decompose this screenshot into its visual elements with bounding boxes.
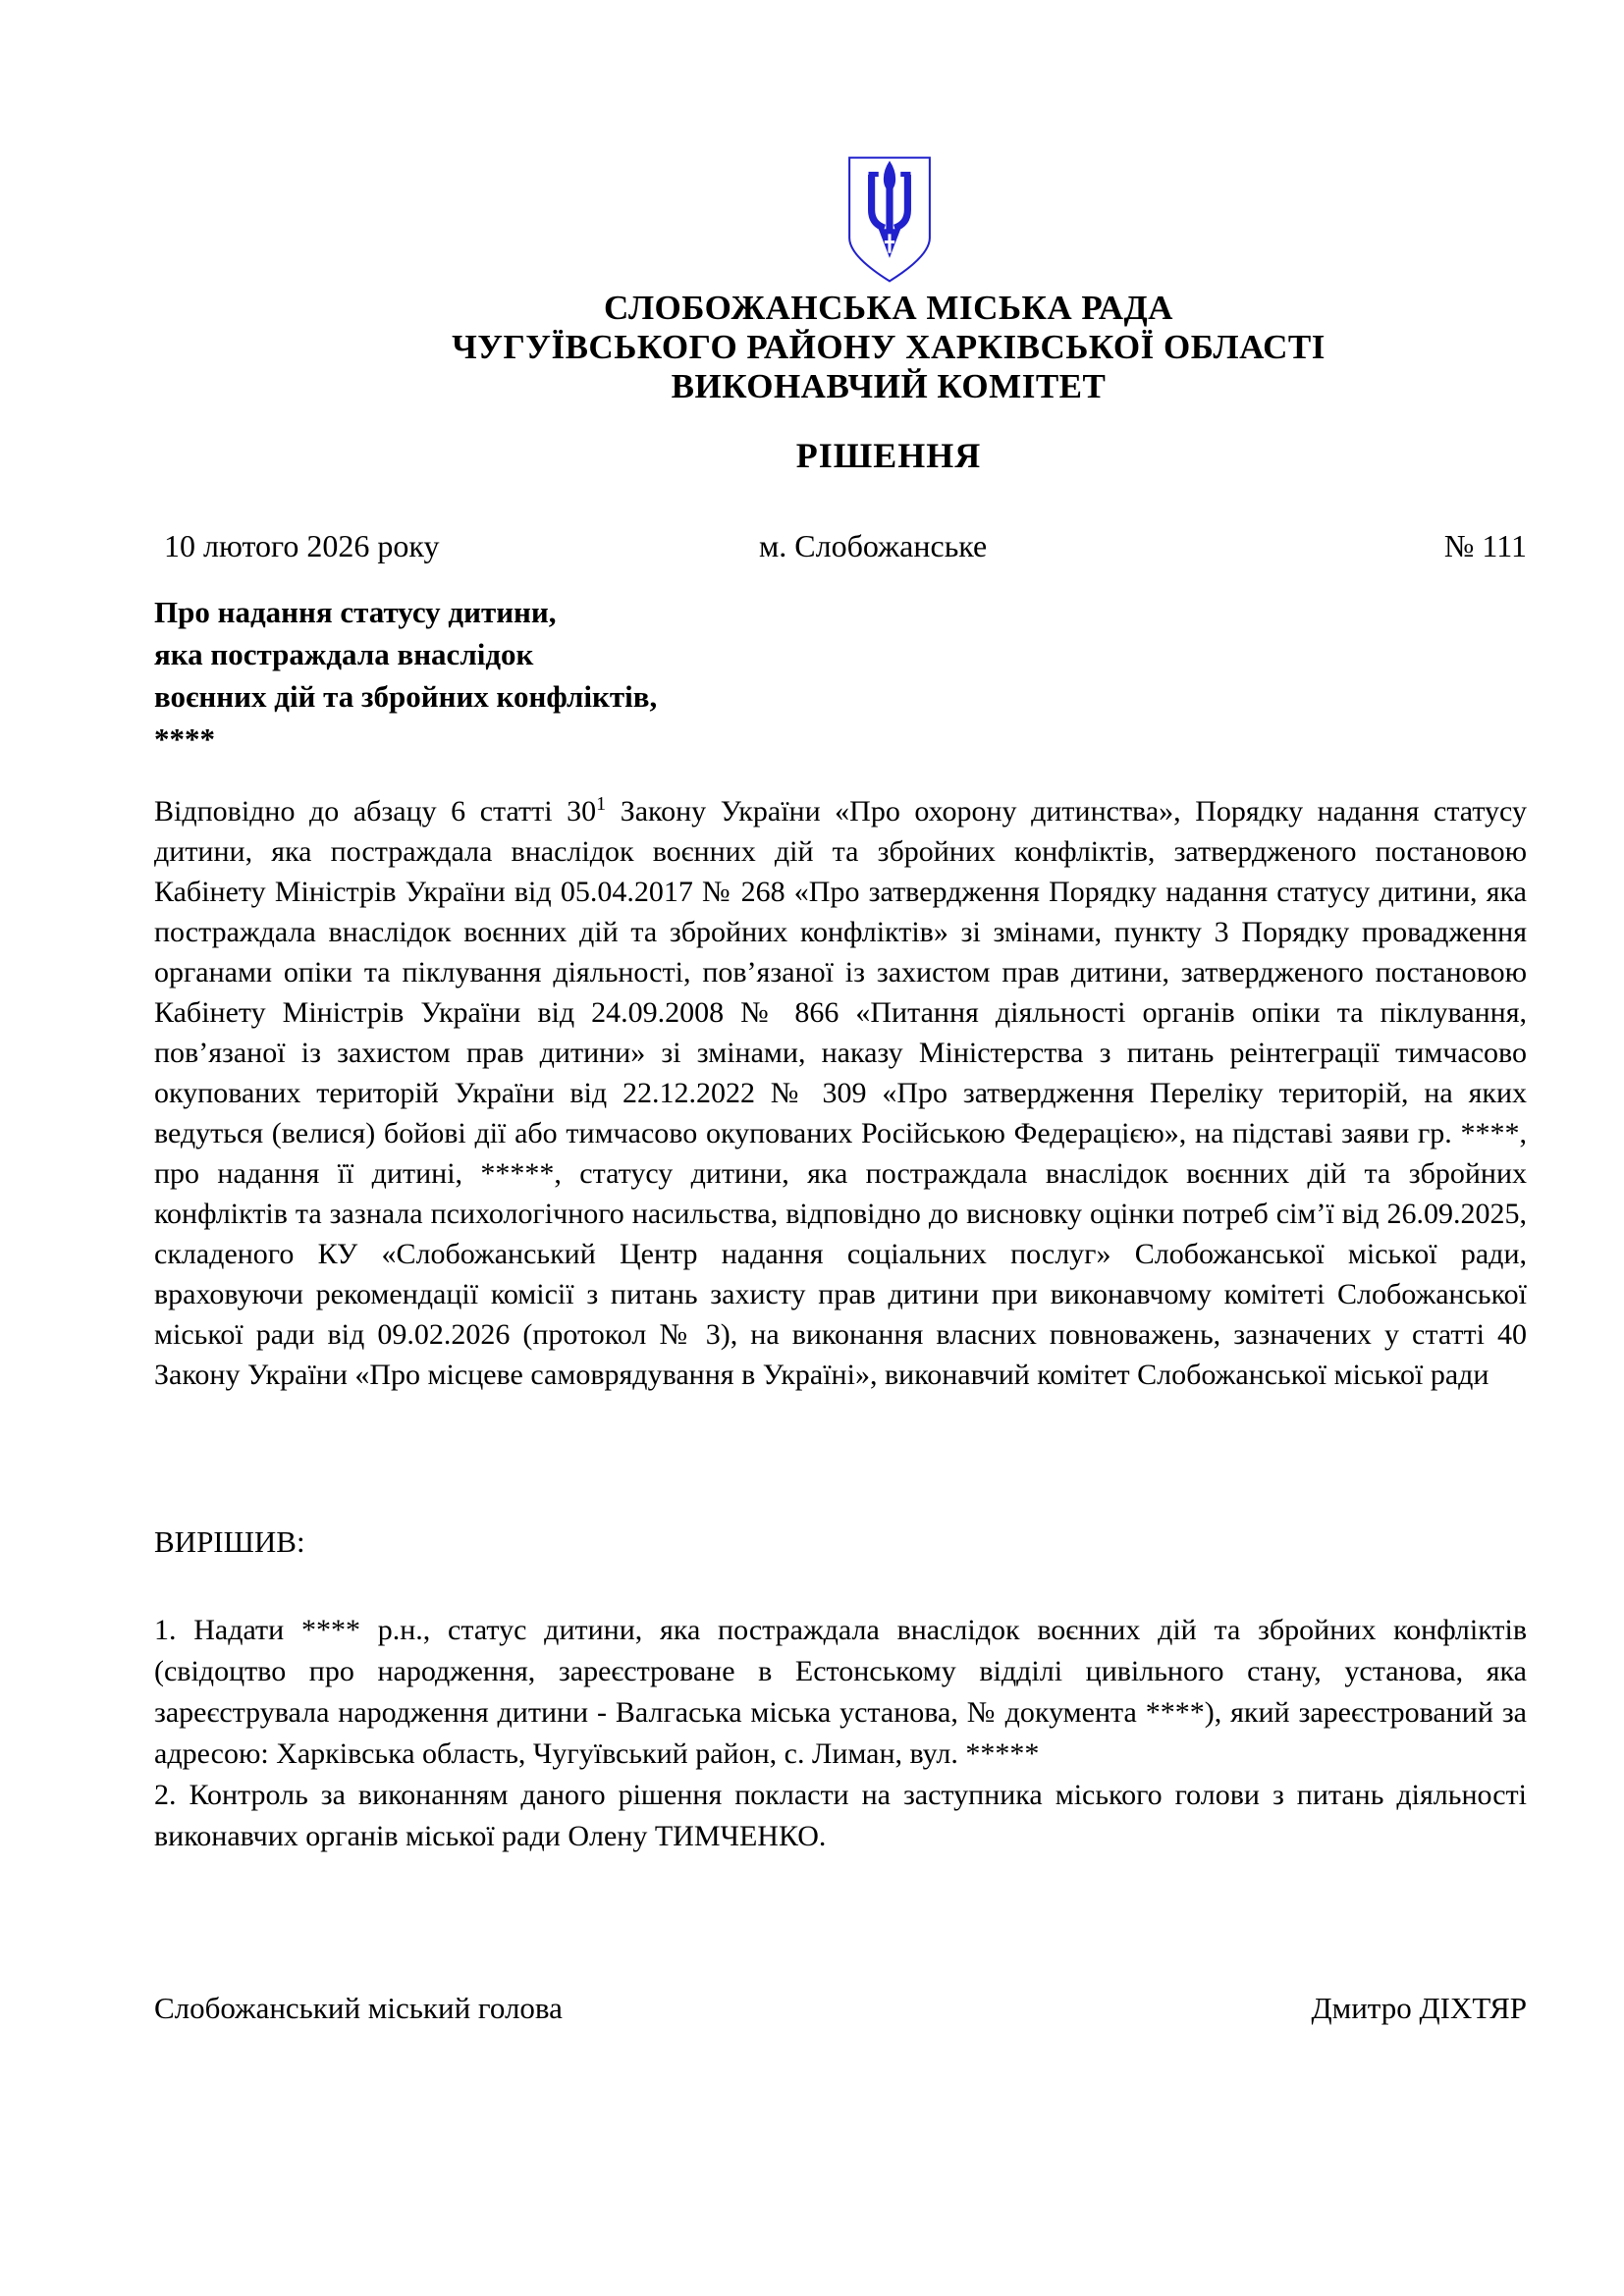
org-header	[250, 289, 1527, 406]
signature-name: Дмитро ДІХТЯР	[1311, 1991, 1527, 2025]
org-name-line-3: ВИКОНАВЧИЙ КОМІТЕТ	[671, 367, 1107, 405]
document-type-title: РІШЕННЯ	[795, 436, 982, 475]
decision-item-2: 2. Контроль за виконанням даного рішення покласти на заступника міського голови з питань діяльності виконавчих органів міської ради Олену ТИМЧЕНКО.	[154, 1779, 1527, 1852]
subject-line-4: ****	[154, 721, 215, 756]
resolved-heading: ВИРІШИВ:	[154, 1524, 305, 1559]
signature-row	[154, 1989, 1527, 2028]
preamble-text-before-sup: Відповідно до абзацу 6 статті 30	[154, 795, 597, 828]
subject-line-3: воєнних дій та збройних конфліктів,	[154, 679, 658, 714]
document-number: № 111	[1443, 528, 1527, 563]
subject-line-1: Про надання статусу дитини,	[154, 595, 557, 629]
decision-item-1: 1. Надати **** р.н., статус дитини, яка постраждала внаслідок воєнних дій та збройних конфліктів (свідоцтво про народження, зареєстроване в Естонському відділі цивільного стану, установа, яка зареєструвала народження дитини - Валгаська міська установа, № документа ****), який зареєстрований за адресою: Харківська область, Чугуївський район, с. Лиман, вул. *****	[154, 1614, 1527, 1770]
document-place: м. Слобожанське	[759, 528, 988, 563]
subject-line-2: яка постраждала внаслідок	[154, 637, 534, 671]
org-name-line-2: ЧУГУЇВСЬКОГО РАЙОНУ ХАРКІВСЬКОЇ ОБЛАСТІ	[452, 328, 1326, 366]
decision-items	[154, 1610, 1527, 1857]
signature-title: Слобожанський міський голова	[154, 1991, 563, 2025]
trident-emblem-icon	[844, 153, 935, 285]
preamble-superscript: 1	[596, 793, 607, 815]
preamble-paragraph	[154, 791, 1527, 1395]
subject-block	[154, 591, 1038, 760]
preamble-text-after-sup: Закону України «Про охорону дитинства», Порядку надання статусу дитини, яка постраждала внаслідок воєнних дій та збройних конфліктів, затвердженого постановою Кабінету Міністрів України від 05.04.2017 № 268 «Про затвердження Порядку надання статусу дитини, яка постраждала внаслідок воєнних дій та збройних конфліктів» зі змінами, пункту 3 Порядку провадження органами опіки та піклування діяльності, пов’язаної із захистом прав дитини, затвердженого постановою Кабінету Міністрів України від 24.09.2008 № 866 «Питання діяльності органів опіки та піклування, пов’язаної із захистом прав дитини» зі змінами, наказу Міністерства з питань реінтеграції тимчасово окупованих територій України від 22.12.2022 № 309 «Про затвердження Переліку територій, на яких ведуться (велися) бойові дії або тимчасово окупованих Російською Федерацією», на підставі заяви гр. ****, про надання її дитині, *****, статусу дитини, яка постраждала внаслідок воєнних дій та збройних конфліктів та зазнала психологічного насильства, відповідно до висновку оцінки потреб сім’ї від 26.09.2025, складеного КУ «Слобожанський Центр надання соціальних послуг» Слобожанської міської ради, враховуючи рекомендації комісії з питань захисту прав дитини при виконавчому комітеті Слобожанської міської ради від 09.02.2026 (протокол № 3), на виконання власних повноважень, зазначених у статті 40 Закону України «Про місцеве самоврядування в Україні», виконавчий комітет Слобожанської міської ради	[154, 795, 1527, 1391]
document-date: 10 лютого 2026 року	[164, 528, 440, 563]
date-place-number-row	[154, 526, 1527, 569]
org-name-line-1: СЛОБОЖАНСЬКА МІСЬКА РАДА	[604, 289, 1173, 327]
